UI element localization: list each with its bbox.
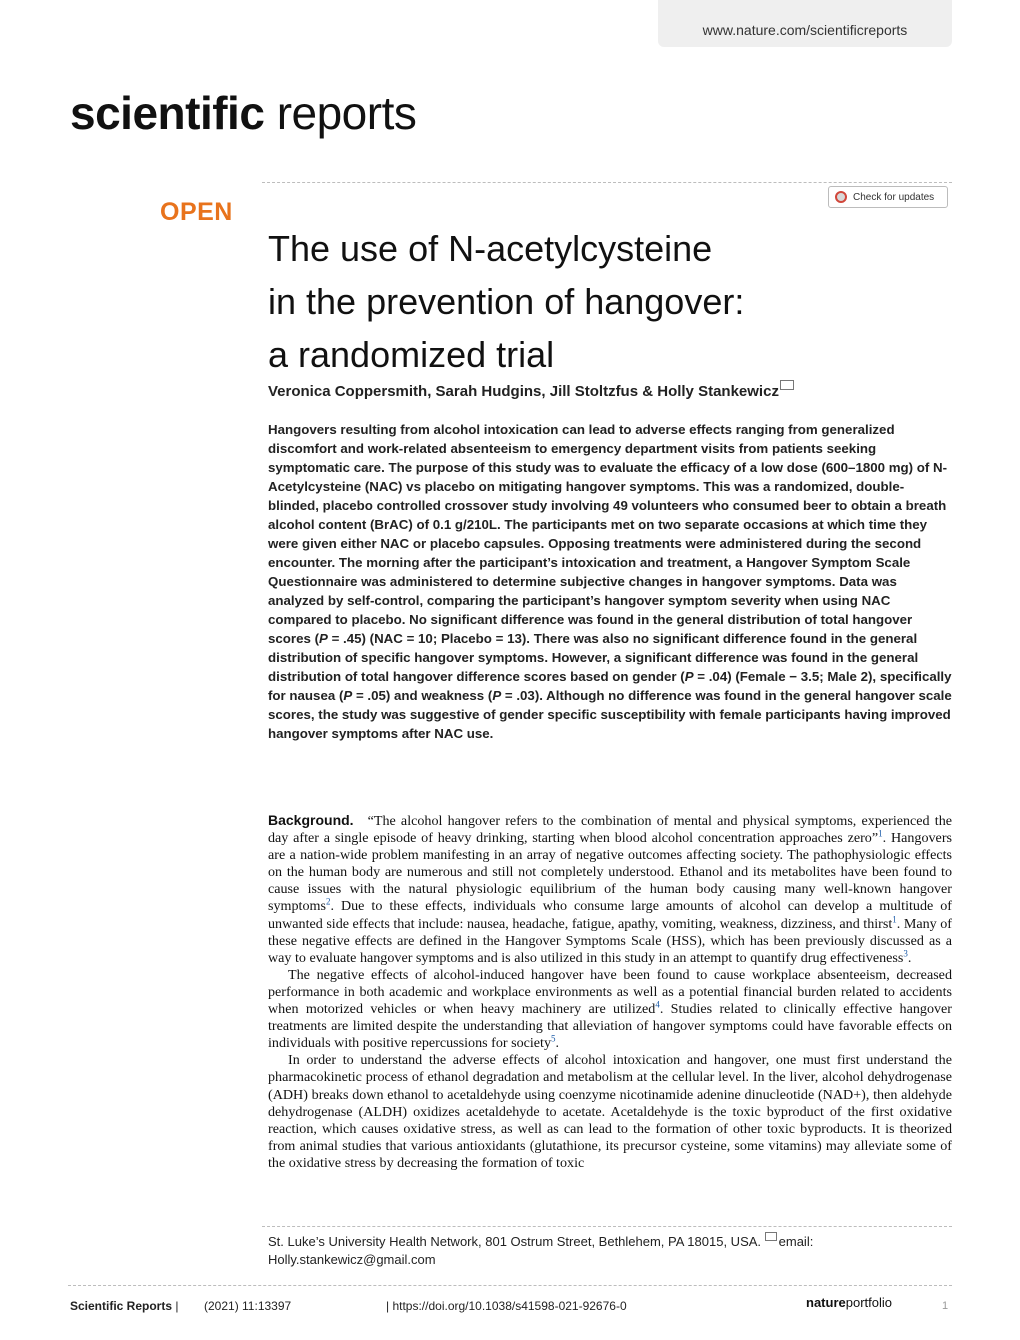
body-text: . Studies related to clinically effective hangover treatments are limited despite the understanding that alleviation of hangover symptoms could have favorable effects on individuals with positive repercussions for society <box>268 1001 952 1052</box>
journal-url-tab[interactable]: www.nature.com/scientificreports <box>658 0 952 47</box>
body-text: . <box>555 1035 560 1052</box>
body-text: The negative effects of alcohol-induced hangover have been found to cause workplace absenteeism, decreased performance in both academic and workplace environments as well as a potential financial burden related to accidents when motorized vehicles or when heavy machinery are utilized <box>268 966 952 1018</box>
publisher-logo-regular: portfolio <box>845 1295 892 1310</box>
open-access-label: OPEN <box>160 198 233 226</box>
footer-doi-link[interactable]: | https://doi.org/10.1038/s41598-021-92676-0 <box>386 1299 627 1313</box>
corresponding-email[interactable]: email: Holly.stankewicz@gmail.com <box>268 1234 814 1267</box>
header-divider <box>262 182 952 183</box>
publisher-logo-bold: nature <box>806 1295 846 1310</box>
background-section <box>268 812 952 1172</box>
crossmark-icon <box>835 191 847 203</box>
envelope-icon[interactable] <box>780 380 794 390</box>
footer-citation: (2021) 11:13397 <box>204 1299 292 1313</box>
body-text: . Hangovers are a nation-wide problem manifesting in an array of negative outcomes affecting society. The pathophysiologic effects on the human body are numerous and still not completely understood. Ethanol and its metabolites have been found to cause issues with the natural physiologic equilibrium of the human body causing many well-known hangover symptoms <box>268 830 952 915</box>
abstract-text: = .45) (NAC = 10; Placebo = 13). There was also no significant difference found in the general distribution of specific hangover symptoms. However, a significant difference was found in the general distribution of total hangover difference scores based on gender ( <box>268 631 919 684</box>
abstract-text: = .04) (Female − 3.5; Male 2), specifically for nausea ( <box>268 669 952 703</box>
citation-ref[interactable]: 1 <box>892 913 897 924</box>
citation-ref[interactable]: 2 <box>325 896 331 907</box>
title-line-3: a randomized trial <box>268 334 555 375</box>
citation-ref[interactable]: 4 <box>655 999 660 1010</box>
footer-separator: | <box>172 1299 179 1313</box>
journal-logo-bold: scientific <box>70 87 265 139</box>
authors-text: Veronica Coppersmith, Sarah Hudgins, Jill Stoltzfus & Holly Stankewicz <box>268 383 779 400</box>
background-paragraph-3: In order to understand the adverse effects of alcohol intoxication and hangover, one must first understand the pharmacokinetic process of ethanol degradation and metabolism at the cellular level. In the liver, alcohol dehydrogenase (ADH) breaks down ethanol to acetaldehyde using coenzyme nicotinamide adenine dinucleotide (NAD+), then aldehyde dehydrogenase (ALDH) oxidizes acetaldehyde to acetate. Acetaldehyde is the toxic byproduct of the first oxidative reaction, which causes oxidative stress, as well as can lead to the formation of other toxic byproducts. It is theorized from animal studies that various antioxidants (glutathione, its precursor cysteine, some vitamins) may alleviate some of the oxidative stress by decreasing the formation of toxic <box>268 1052 952 1171</box>
body-text: . <box>907 949 912 966</box>
author-list <box>268 383 794 400</box>
check-for-updates-label: Check for updates <box>853 191 935 203</box>
abstract-text: Hangovers resulting from alcohol intoxication can lead to adverse effects ranging from generalized discomfort and work-related absenteeism to emergency department visits from patients seeking symptomatic care. The purpose of this study was to evaluate the efficacy of a low dose (600–1800 mg) of N-Acetylcysteine (NAC) vs placebo on mitigating hangover symptoms. This was a randomized, double-blinded, placebo controlled crossover study involving 49 volunteers who consumed beer to obtain a breath alcohol content (BrAC) of 0.1 g/210L. The participants met on two separate occasions at which time they were given either NAC or placebo capsules. Opposing treatments were administered during the second encounter. The morning after the participant’s intoxication and treatment, a Hangover Symptom Scale Questionnaire was administered to determine subjective changes in hangover symptoms. Data was analyzed by self-control, comparing the participant’s hangover symptom severity when using NAC compared to placebo. No significant difference was found in the general distribution of total hangover scores ( <box>268 422 948 646</box>
journal-logo-regular: reports <box>264 87 417 139</box>
page-footer <box>70 1299 627 1313</box>
publisher-logo <box>806 1295 892 1310</box>
body-text: “The alcohol hangover refers to the combination of mental and physical symptoms, experienced the day after a single episode of heavy drinking, starting when blood alcohol concentration approaches zero” <box>268 813 952 847</box>
section-heading: Background. <box>268 812 354 828</box>
background-paragraph-1 <box>268 812 952 967</box>
article-title <box>268 222 948 381</box>
title-line-2: in the prevention of hangover: <box>268 281 745 322</box>
affiliation <box>268 1233 952 1269</box>
affiliation-text: St. Luke’s University Health Network, 801 Ostrum Street, Bethlehem, PA 18015, USA. <box>268 1234 765 1249</box>
citation-ref[interactable]: 3 <box>903 948 908 959</box>
body-text: . Many of these negative effects are defined in the Hangover Symptoms Scale (HSS), which has been previously discussed as a way to evaluate hangover symptoms and is also utilized in this study in an attempt to quantify drug effectiveness <box>268 915 952 966</box>
title-line-1: The use of N-acetylcysteine <box>268 228 713 269</box>
footer-journal-name: Scientific Reports <box>70 1299 173 1313</box>
p-symbol: P <box>684 669 694 684</box>
journal-logo <box>70 86 416 140</box>
citation-ref[interactable]: 5 <box>551 1033 556 1044</box>
citation-ref[interactable]: 1 <box>878 828 883 839</box>
envelope-icon <box>765 1232 777 1241</box>
check-for-updates-button[interactable] <box>828 186 948 208</box>
p-symbol: P <box>492 688 502 703</box>
affiliation-divider <box>262 1226 952 1227</box>
abstract-text: = .03). Although no difference was found in the general hangover scale scores, the study was suggestive of gender specific susceptibility with female participants having improved hangover symptoms after NAC use. <box>268 688 952 741</box>
body-text: . Due to these effects, individuals who consume large amounts of alcohol can develop a multitude of unwanted side effects that include: nausea, headache, fatigue, apathy, vomiting, weakness, dizziness, and thirst <box>268 898 952 932</box>
background-paragraph-2 <box>268 967 952 1052</box>
page-number: 1 <box>942 1300 949 1312</box>
p-symbol: P <box>319 631 328 646</box>
abstract <box>268 420 952 743</box>
p-symbol: P <box>343 688 353 703</box>
abstract-text: = .05) and weakness ( <box>352 688 493 703</box>
footer-divider <box>68 1285 952 1286</box>
